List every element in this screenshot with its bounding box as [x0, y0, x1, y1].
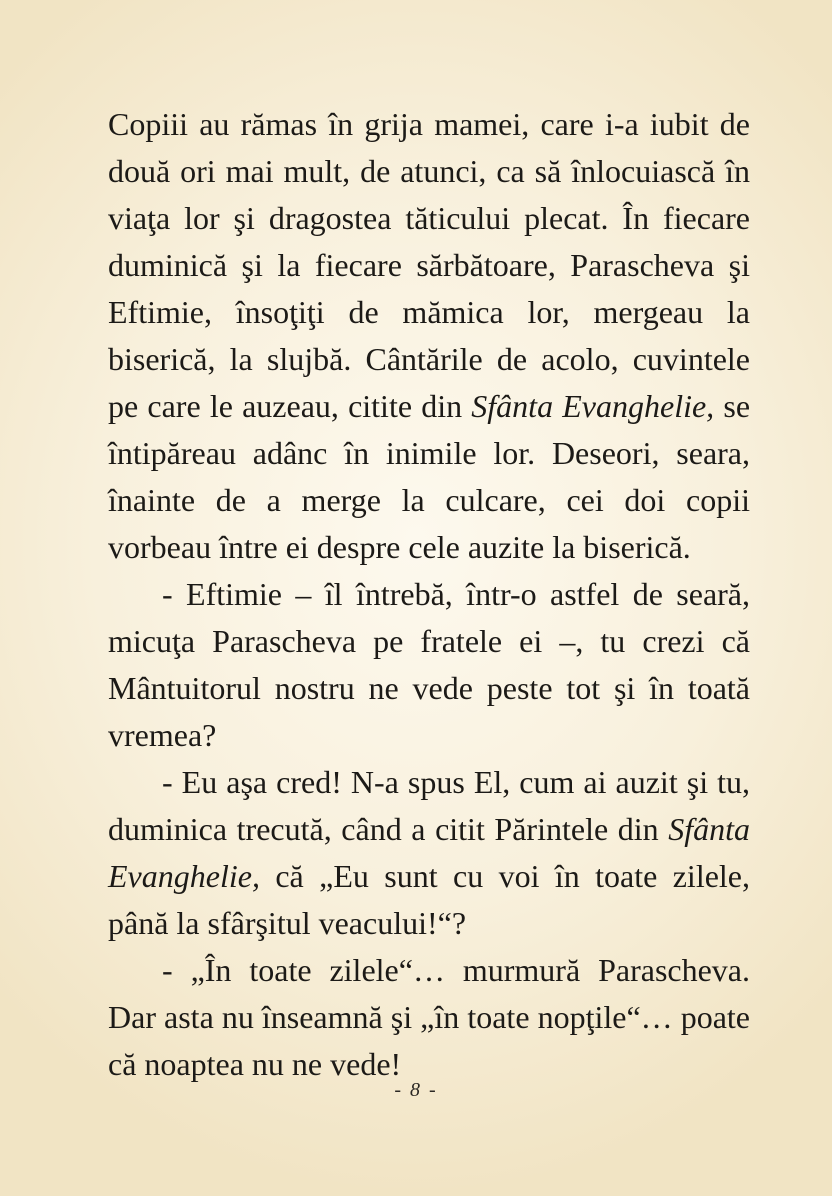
paragraph-1: Copiii au rămas în grija mamei, care i-a iubit de două ori mai mult, de atunci, ca să înlocuiască în viaţa lor şi dragostea tăticului plecat. În fiecare duminică şi la fiecare sărbătoare, Parascheva şi Eftimie, însoţiţi de mămica lor, mergeau la biserică, la slujbă. Cântările de acolo, cuvintele pe care le auzeau, citite din Sfânta Evanghelie, se întipăreau adânc în inimile lor. Deseori, seara, înainte de a merge la culcare, cei doi copii vorbeau între ei despre cele auzite la biserică.	[108, 106, 751, 565]
italic-title: Sfânta Evanghelie,	[108, 811, 750, 894]
paragraph-4: - „În toate zilele“… murmură Parascheva. Dar asta nu înseamnă şi „în toate nopţile“… poate că noaptea nu ne vede!	[108, 952, 750, 1082]
page-number: - 8 -	[394, 1079, 438, 1101]
body-text	[108, 101, 750, 1088]
paragraph-2: - Eftimie – îl întrebă, într-o astfel de seară, micuţa Parascheva pe fratele ei –, tu crezi că Mântuitorul nostru ne vede peste tot şi în toată vremea?	[108, 576, 750, 753]
paragraph-3: - Eu aşa cred! N-a spus El, cum ai auzit şi tu, duminica trecută, când a citit Părintele din Sfânta Evanghelie, că „Eu sunt cu voi în toate zilele, până la sfârşitul veacului!“?	[108, 764, 750, 941]
italic-title: Sfânta Evanghelie,	[471, 388, 715, 424]
